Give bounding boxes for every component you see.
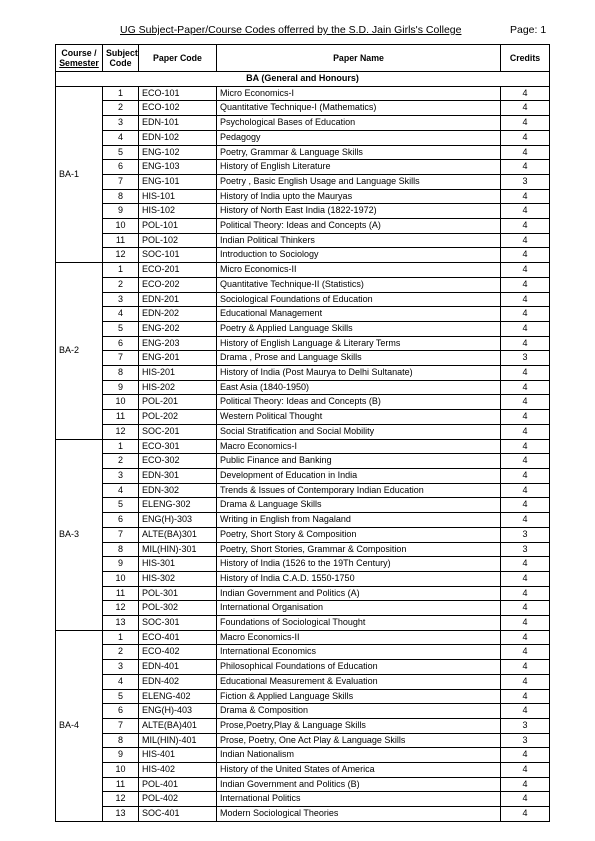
paper-code-cell: MIL(HIN)-301 — [139, 542, 217, 557]
credits-cell: 4 — [501, 424, 550, 439]
subject-code-cell: 12 — [103, 248, 139, 263]
credits-cell: 4 — [501, 116, 550, 131]
subject-code-cell: 10 — [103, 395, 139, 410]
credits-cell: 4 — [501, 86, 550, 101]
paper-code-cell: HIS-302 — [139, 571, 217, 586]
subject-code-cell: 6 — [103, 513, 139, 528]
subject-code-cell: 2 — [103, 277, 139, 292]
paper-name-cell: History of English Literature — [217, 160, 501, 175]
table-body — [56, 72, 550, 822]
paper-name-cell: Quantitative Technique-II (Statistics) — [217, 277, 501, 292]
header-paper-code: Paper Code — [139, 45, 217, 72]
subject-code-cell: 5 — [103, 689, 139, 704]
paper-name-cell: Foundations of Sociological Thought — [217, 616, 501, 631]
table-row — [56, 292, 550, 307]
paper-code-cell: ENG(H)-303 — [139, 513, 217, 528]
semester-cell: BA-4 — [56, 630, 103, 821]
table-row — [56, 130, 550, 145]
table-row — [56, 571, 550, 586]
header-semester-label: Semester — [59, 58, 99, 68]
paper-code-cell: ENG-203 — [139, 336, 217, 351]
subject-code-cell: 8 — [103, 366, 139, 381]
paper-code-cell: POL-402 — [139, 792, 217, 807]
paper-code-cell: SOC-301 — [139, 616, 217, 631]
paper-name-cell: Indian Political Thinkers — [217, 233, 501, 248]
credits-cell: 4 — [501, 748, 550, 763]
paper-name-cell: Drama & Composition — [217, 704, 501, 719]
paper-name-cell: Indian Government and Politics (A) — [217, 586, 501, 601]
paper-code-cell: MIL(HIN)-401 — [139, 733, 217, 748]
credits-cell: 4 — [501, 439, 550, 454]
paper-code-cell: HIS-101 — [139, 189, 217, 204]
table-row — [56, 307, 550, 322]
subject-code-cell: 4 — [103, 674, 139, 689]
paper-name-cell: Poetry, Short Stories, Grammar & Composition — [217, 542, 501, 557]
credits-cell: 4 — [501, 616, 550, 631]
subject-code-cell: 9 — [103, 380, 139, 395]
subject-code-cell: 12 — [103, 424, 139, 439]
paper-code-cell: ELENG-302 — [139, 498, 217, 513]
credits-cell: 4 — [501, 763, 550, 778]
table-row — [56, 454, 550, 469]
table-row — [56, 189, 550, 204]
page-number: Page: 1 — [510, 24, 547, 36]
subject-code-cell: 3 — [103, 468, 139, 483]
table-row — [56, 248, 550, 263]
paper-name-cell: Prose,Poetry,Play & Language Skills — [217, 718, 501, 733]
subject-code-cell: 11 — [103, 586, 139, 601]
table-row — [56, 336, 550, 351]
subject-code-cell: 2 — [103, 101, 139, 116]
credits-cell: 4 — [501, 498, 550, 513]
paper-name-cell: Public Finance and Banking — [217, 454, 501, 469]
header-code-label: Code — [109, 58, 132, 68]
paper-name-cell: Political Theory: Ideas and Concepts (B) — [217, 395, 501, 410]
table-row — [56, 630, 550, 645]
subject-code-cell: 13 — [103, 616, 139, 631]
subject-code-cell: 12 — [103, 792, 139, 807]
credits-cell: 3 — [501, 174, 550, 189]
paper-code-cell: HIS-301 — [139, 557, 217, 572]
credits-cell: 3 — [501, 351, 550, 366]
paper-code-cell: POL-202 — [139, 410, 217, 425]
credits-cell: 4 — [501, 160, 550, 175]
paper-name-cell: History of North East India (1822-1972) — [217, 204, 501, 219]
paper-code-cell: EDN-301 — [139, 468, 217, 483]
table-row — [56, 321, 550, 336]
table-row — [56, 777, 550, 792]
subject-code-cell: 10 — [103, 763, 139, 778]
paper-name-cell: Educational Management — [217, 307, 501, 322]
paper-code-cell: HIS-202 — [139, 380, 217, 395]
paper-code-cell: ENG-201 — [139, 351, 217, 366]
subject-code-cell: 5 — [103, 498, 139, 513]
paper-name-cell: Poetry & Applied Language Skills — [217, 321, 501, 336]
credits-cell: 4 — [501, 233, 550, 248]
credits-cell: 4 — [501, 468, 550, 483]
subject-code-cell: 3 — [103, 660, 139, 675]
semester-cell: BA-3 — [56, 439, 103, 630]
table-row — [56, 468, 550, 483]
table-row — [56, 116, 550, 131]
paper-name-cell: Poetry, Short Story & Composition — [217, 527, 501, 542]
paper-code-cell: EDN-401 — [139, 660, 217, 675]
paper-name-cell: Indian Government and Politics (B) — [217, 777, 501, 792]
table-row — [56, 410, 550, 425]
paper-code-cell: ECO-101 — [139, 86, 217, 101]
table-row — [56, 86, 550, 101]
document-title: UG Subject-Paper/Course Codes offerred by the S.D. Jain Girls's College — [120, 24, 462, 36]
subject-code-cell: 8 — [103, 189, 139, 204]
paper-name-cell: Micro Economics-II — [217, 263, 501, 278]
table-row — [56, 145, 550, 160]
subject-code-cell: 6 — [103, 704, 139, 719]
paper-code-cell: HIS-401 — [139, 748, 217, 763]
paper-code-cell: ENG-202 — [139, 321, 217, 336]
table-row — [56, 263, 550, 278]
table-row — [56, 101, 550, 116]
table-row — [56, 674, 550, 689]
subject-code-cell: 11 — [103, 777, 139, 792]
credits-cell: 4 — [501, 277, 550, 292]
paper-code-cell: HIS-201 — [139, 366, 217, 381]
subject-code-cell: 3 — [103, 116, 139, 131]
credits-cell: 4 — [501, 674, 550, 689]
paper-name-cell: Micro Economics-I — [217, 86, 501, 101]
header-paper-name: Paper Name — [217, 45, 501, 72]
credits-cell: 4 — [501, 454, 550, 469]
credits-cell: 4 — [501, 601, 550, 616]
table-header-row — [56, 45, 550, 72]
subject-code-cell: 1 — [103, 263, 139, 278]
paper-name-cell: Poetry, Grammar & Language Skills — [217, 145, 501, 160]
table-row — [56, 174, 550, 189]
table-row — [56, 160, 550, 175]
credits-cell: 4 — [501, 704, 550, 719]
subject-code-cell: 6 — [103, 160, 139, 175]
subject-code-cell: 4 — [103, 130, 139, 145]
paper-code-cell: POL-401 — [139, 777, 217, 792]
credits-cell: 4 — [501, 410, 550, 425]
subject-code-cell: 11 — [103, 233, 139, 248]
paper-code-cell: ECO-402 — [139, 645, 217, 660]
paper-code-cell: POL-201 — [139, 395, 217, 410]
credits-cell: 4 — [501, 321, 550, 336]
credits-cell: 3 — [501, 542, 550, 557]
credits-cell: 4 — [501, 292, 550, 307]
table-row — [56, 748, 550, 763]
paper-name-cell: Introduction to Sociology — [217, 248, 501, 263]
section-title: BA (General and Honours) — [56, 72, 550, 87]
credits-cell: 3 — [501, 718, 550, 733]
table-row — [56, 380, 550, 395]
paper-code-cell: EDN-202 — [139, 307, 217, 322]
paper-code-cell: ENG-102 — [139, 145, 217, 160]
paper-name-cell: International Organisation — [217, 601, 501, 616]
credits-cell: 4 — [501, 630, 550, 645]
table-row — [56, 733, 550, 748]
table-row — [56, 557, 550, 572]
paper-code-cell: ALTE(BA)301 — [139, 527, 217, 542]
header-course-label: Course / — [61, 47, 97, 58]
credits-cell: 4 — [501, 336, 550, 351]
subject-code-cell: 4 — [103, 307, 139, 322]
paper-code-cell: ALTE(BA)401 — [139, 718, 217, 733]
paper-name-cell: History of India upto the Mauryas — [217, 189, 501, 204]
table-row — [56, 718, 550, 733]
credits-cell: 4 — [501, 189, 550, 204]
subject-code-cell: 2 — [103, 454, 139, 469]
paper-code-cell: SOC-101 — [139, 248, 217, 263]
paper-name-cell: Philosophical Foundations of Education — [217, 660, 501, 675]
paper-code-cell: ENG-103 — [139, 160, 217, 175]
table-row — [56, 424, 550, 439]
table-row — [56, 763, 550, 778]
table-row — [56, 513, 550, 528]
paper-code-cell: POL-101 — [139, 219, 217, 234]
credits-cell: 4 — [501, 380, 550, 395]
table-row — [56, 233, 550, 248]
paper-name-cell: Prose, Poetry, One Act Play & Language Skills — [217, 733, 501, 748]
subject-code-cell: 7 — [103, 351, 139, 366]
paper-code-cell: ELENG-402 — [139, 689, 217, 704]
subject-code-cell: 1 — [103, 439, 139, 454]
table-row — [56, 616, 550, 631]
paper-code-cell: ECO-401 — [139, 630, 217, 645]
credits-cell: 4 — [501, 513, 550, 528]
paper-name-cell: Fiction & Applied Language Skills — [217, 689, 501, 704]
subject-code-cell: 7 — [103, 174, 139, 189]
credits-cell: 4 — [501, 101, 550, 116]
subject-code-cell: 11 — [103, 410, 139, 425]
paper-code-cell: POL-302 — [139, 601, 217, 616]
paper-code-cell: ENG-101 — [139, 174, 217, 189]
table-row — [56, 601, 550, 616]
paper-code-cell: EDN-102 — [139, 130, 217, 145]
paper-name-cell: Sociological Foundations of Education — [217, 292, 501, 307]
table-row — [56, 483, 550, 498]
paper-code-cell: EDN-302 — [139, 483, 217, 498]
subject-code-cell: 12 — [103, 601, 139, 616]
paper-code-cell: EDN-402 — [139, 674, 217, 689]
paper-code-cell: ENG(H)-403 — [139, 704, 217, 719]
paper-name-cell: Modern Sociological Theories — [217, 807, 501, 822]
paper-code-cell: POL-102 — [139, 233, 217, 248]
subject-code-cell: 10 — [103, 571, 139, 586]
paper-code-cell: EDN-101 — [139, 116, 217, 131]
credits-cell: 4 — [501, 307, 550, 322]
credits-cell: 4 — [501, 689, 550, 704]
credits-cell: 3 — [501, 527, 550, 542]
table-row — [56, 807, 550, 822]
credits-cell: 4 — [501, 204, 550, 219]
subject-code-cell: 8 — [103, 542, 139, 557]
paper-name-cell: East Asia (1840-1950) — [217, 380, 501, 395]
semester-cell: BA-1 — [56, 86, 103, 262]
subject-code-cell: 5 — [103, 145, 139, 160]
credits-cell: 4 — [501, 248, 550, 263]
table-row — [56, 689, 550, 704]
table-row — [56, 586, 550, 601]
table-row — [56, 395, 550, 410]
credits-cell: 4 — [501, 263, 550, 278]
table-row — [56, 704, 550, 719]
subject-code-cell: 13 — [103, 807, 139, 822]
table-row — [56, 792, 550, 807]
paper-name-cell: Macro Economics-II — [217, 630, 501, 645]
paper-code-cell: SOC-201 — [139, 424, 217, 439]
credits-cell: 4 — [501, 792, 550, 807]
paper-name-cell: Drama , Prose and Language Skills — [217, 351, 501, 366]
subject-code-cell: 1 — [103, 86, 139, 101]
paper-name-cell: History of the United States of America — [217, 763, 501, 778]
credits-cell: 4 — [501, 130, 550, 145]
paper-name-cell: Poetry , Basic English Usage and Language Skills — [217, 174, 501, 189]
table-row — [56, 439, 550, 454]
credits-cell: 4 — [501, 660, 550, 675]
paper-code-cell: ECO-102 — [139, 101, 217, 116]
paper-name-cell: Drama & Language Skills — [217, 498, 501, 513]
subject-code-cell: 9 — [103, 557, 139, 572]
subject-code-cell: 6 — [103, 336, 139, 351]
subject-code-cell: 9 — [103, 204, 139, 219]
paper-name-cell: Pedagogy — [217, 130, 501, 145]
table-row — [56, 542, 550, 557]
paper-code-cell: HIS-102 — [139, 204, 217, 219]
subject-code-cell: 10 — [103, 219, 139, 234]
header-credits: Credits — [501, 45, 550, 72]
table-row — [56, 366, 550, 381]
table-row — [56, 660, 550, 675]
subject-code-cell: 8 — [103, 733, 139, 748]
course-codes-table — [55, 44, 550, 822]
paper-name-cell: History of India (1526 to the 19Th Century) — [217, 557, 501, 572]
table-row — [56, 527, 550, 542]
semester-cell: BA-2 — [56, 263, 103, 439]
subject-code-cell: 7 — [103, 527, 139, 542]
paper-name-cell: Quantitative Technique-I (Mathematics) — [217, 101, 501, 116]
subject-code-cell: 4 — [103, 483, 139, 498]
table-row — [56, 645, 550, 660]
paper-name-cell: History of English Language & Literary Terms — [217, 336, 501, 351]
paper-name-cell: Educational Measurement & Evaluation — [217, 674, 501, 689]
credits-cell: 4 — [501, 571, 550, 586]
paper-code-cell: SOC-401 — [139, 807, 217, 822]
paper-name-cell: Western Political Thought — [217, 410, 501, 425]
paper-code-cell: HIS-402 — [139, 763, 217, 778]
section-title-row — [56, 72, 550, 87]
subject-code-cell: 5 — [103, 321, 139, 336]
credits-cell: 4 — [501, 777, 550, 792]
paper-name-cell: Trends & Issues of Contemporary Indian Education — [217, 483, 501, 498]
table-row — [56, 277, 550, 292]
paper-code-cell: EDN-201 — [139, 292, 217, 307]
credits-cell: 4 — [501, 557, 550, 572]
credits-cell: 4 — [501, 483, 550, 498]
paper-code-cell: ECO-201 — [139, 263, 217, 278]
credits-cell: 4 — [501, 586, 550, 601]
paper-name-cell: International Economics — [217, 645, 501, 660]
subject-code-cell: 7 — [103, 718, 139, 733]
subject-code-cell: 1 — [103, 630, 139, 645]
subject-code-cell: 9 — [103, 748, 139, 763]
credits-cell: 3 — [501, 733, 550, 748]
paper-name-cell: Social Stratification and Social Mobility — [217, 424, 501, 439]
header-course-semester — [56, 45, 103, 72]
table-row — [56, 219, 550, 234]
credits-cell: 4 — [501, 366, 550, 381]
paper-name-cell: Psychological Bases of Education — [217, 116, 501, 131]
table-row — [56, 204, 550, 219]
subject-code-cell: 2 — [103, 645, 139, 660]
paper-code-cell: POL-301 — [139, 586, 217, 601]
paper-code-cell: ECO-301 — [139, 439, 217, 454]
table-row — [56, 498, 550, 513]
paper-name-cell: Political Theory: Ideas and Concepts (A) — [217, 219, 501, 234]
credits-cell: 4 — [501, 395, 550, 410]
credits-cell: 4 — [501, 219, 550, 234]
credits-cell: 4 — [501, 145, 550, 160]
credits-cell: 4 — [501, 645, 550, 660]
subject-code-cell: 3 — [103, 292, 139, 307]
paper-name-cell: Indian Nationalism — [217, 748, 501, 763]
paper-name-cell: Macro Economics-I — [217, 439, 501, 454]
paper-code-cell: ECO-302 — [139, 454, 217, 469]
paper-name-cell: Writing in English from Nagaland — [217, 513, 501, 528]
paper-name-cell: International Politics — [217, 792, 501, 807]
table-row — [56, 351, 550, 366]
paper-name-cell: History of India (Post Maurya to Delhi Sultanate) — [217, 366, 501, 381]
paper-name-cell: Development of Education in India — [217, 468, 501, 483]
credits-cell: 4 — [501, 807, 550, 822]
paper-code-cell: ECO-202 — [139, 277, 217, 292]
header-subject-label: Subject — [106, 47, 138, 58]
header-subject-code — [103, 45, 139, 72]
paper-name-cell: History of India C.A.D. 1550-1750 — [217, 571, 501, 586]
